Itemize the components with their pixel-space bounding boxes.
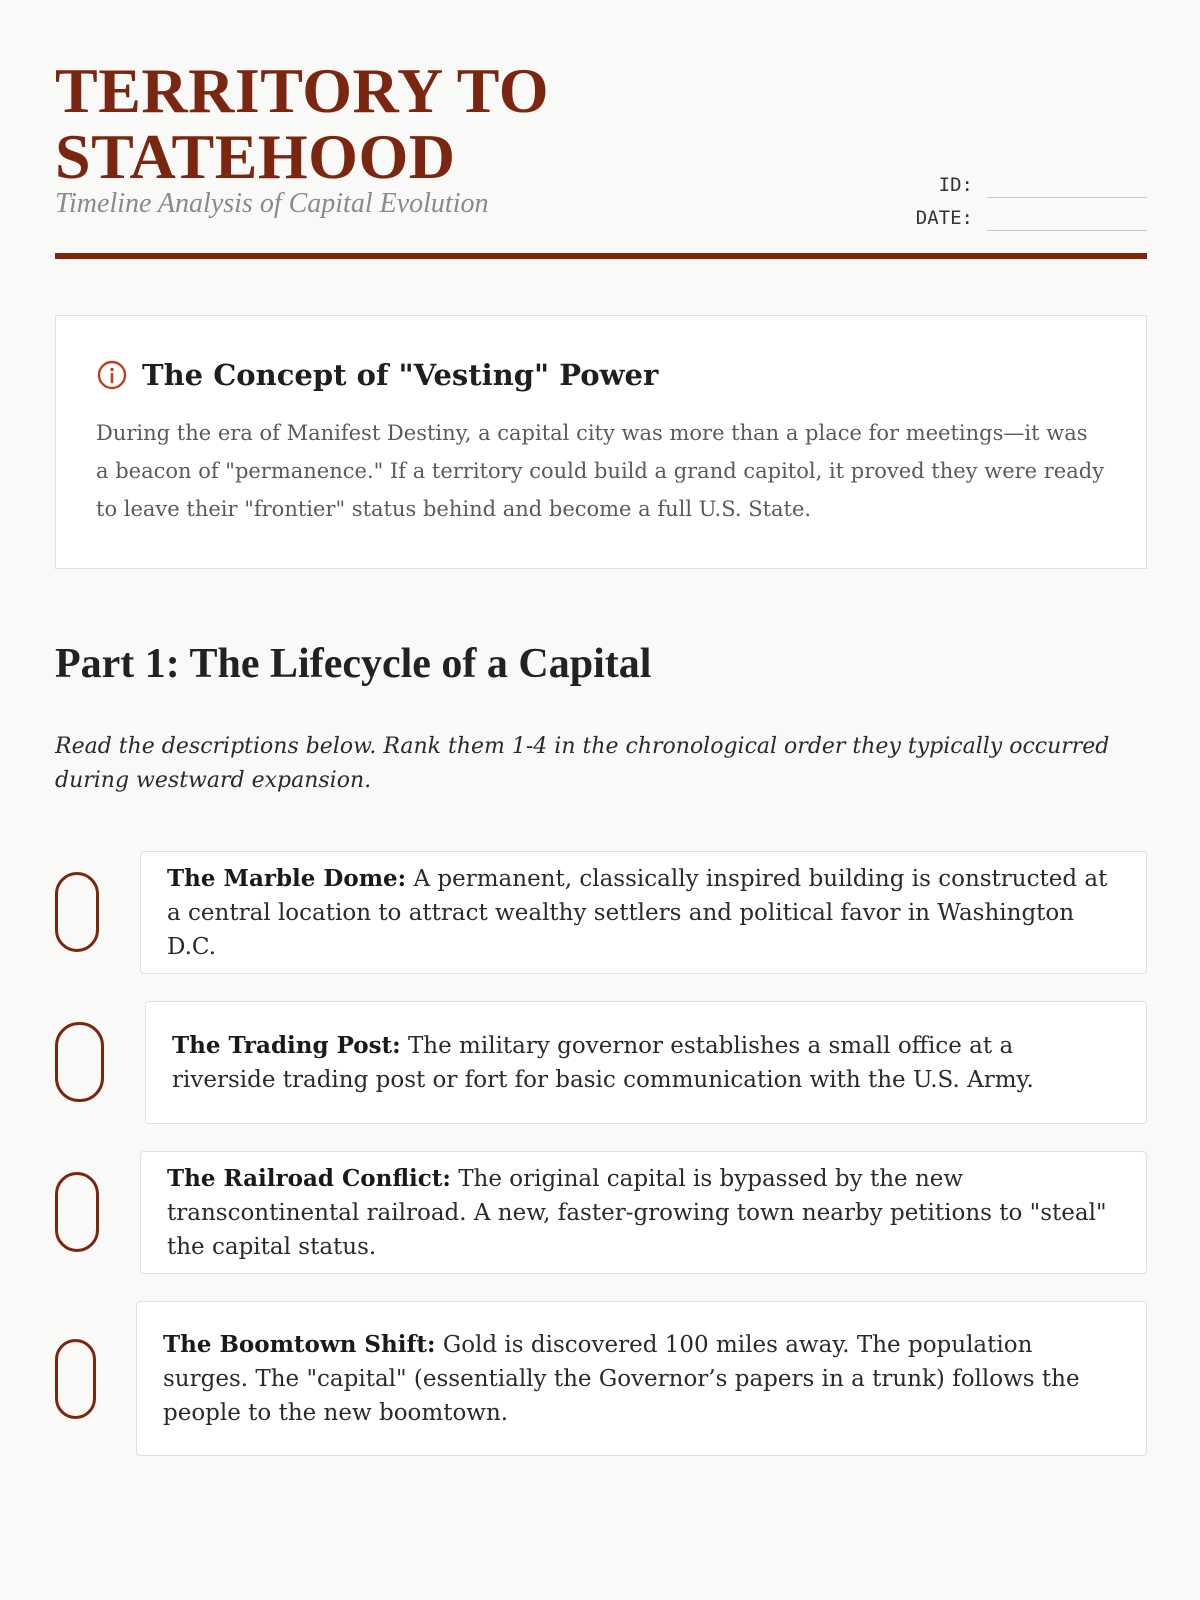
rank-term: The Marble Dome: <box>167 864 407 892</box>
date-row <box>907 198 1147 231</box>
id-label: ID: <box>938 174 973 196</box>
rank-term: The Railroad Conflict: <box>167 1164 451 1192</box>
info-circle-icon <box>96 359 128 391</box>
rank-detail: The military governor establishes a small office at a riverside trading post or fort for basic communication with the U.S. Army. <box>172 1032 1034 1093</box>
rank-card <box>140 851 1147 974</box>
concept-info-box <box>55 315 1147 569</box>
rank-description <box>167 1162 1120 1264</box>
section-title: Part 1: The Lifecycle of a Capital <box>55 641 652 687</box>
rank-input[interactable] <box>55 1172 99 1252</box>
rank-description <box>163 1328 1120 1430</box>
date-label: DATE: <box>915 207 973 229</box>
rank-detail: A permanent, classically inspired building is constructed at a central location to attract wealthy settlers and political favor in Washington D.C. <box>167 865 1108 960</box>
rank-card <box>145 1001 1147 1124</box>
info-header <box>96 358 1106 392</box>
rank-description <box>167 862 1120 964</box>
rank-row <box>55 1151 1147 1274</box>
info-title: The Concept of "Vesting" Power <box>142 358 659 392</box>
date-field[interactable] <box>987 205 1147 231</box>
rank-detail: Gold is discovered 100 miles away. The population surges. The "capital" (essentially the Governor’s papers in a trunk) follows the people to the new boomtown. <box>163 1331 1080 1426</box>
rank-term: The Boomtown Shift: <box>163 1330 436 1358</box>
rank-description <box>172 1029 1120 1097</box>
header-divider <box>55 253 1147 259</box>
instructions: Read the descriptions below. Rank them 1-4 in the chronological order they typically occurred during westward expansion. <box>55 734 1110 793</box>
page-title: TERRITORY TO STATEHOOD <box>55 55 549 192</box>
rank-input[interactable] <box>55 1339 96 1419</box>
rank-row <box>55 851 1147 974</box>
rank-row <box>55 1001 1147 1124</box>
rank-card <box>140 1151 1147 1274</box>
rank-input[interactable] <box>55 1022 104 1102</box>
student-meta <box>907 165 1147 231</box>
rank-input[interactable] <box>55 872 99 952</box>
rank-term: The Trading Post: <box>172 1031 401 1059</box>
id-row <box>907 165 1147 198</box>
rank-card <box>136 1301 1147 1456</box>
id-field[interactable] <box>987 172 1147 198</box>
info-body: During the era of Manifest Destiny, a capital city was more than a place for meetings—it was a beacon of "permanence." If a territory could build a grand capitol, it proved they were ready to leave their "frontier" status behind and become a full U.S. State. <box>96 421 1105 521</box>
rank-detail: The original capital is bypassed by the new transcontinental railroad. A new, faster-growing town nearby petitions to "steal" the capital status. <box>167 1165 1107 1260</box>
page-header <box>55 55 1147 258</box>
rank-row <box>55 1301 1147 1456</box>
page-subtitle: Timeline Analysis of Capital Evolution <box>55 188 489 219</box>
